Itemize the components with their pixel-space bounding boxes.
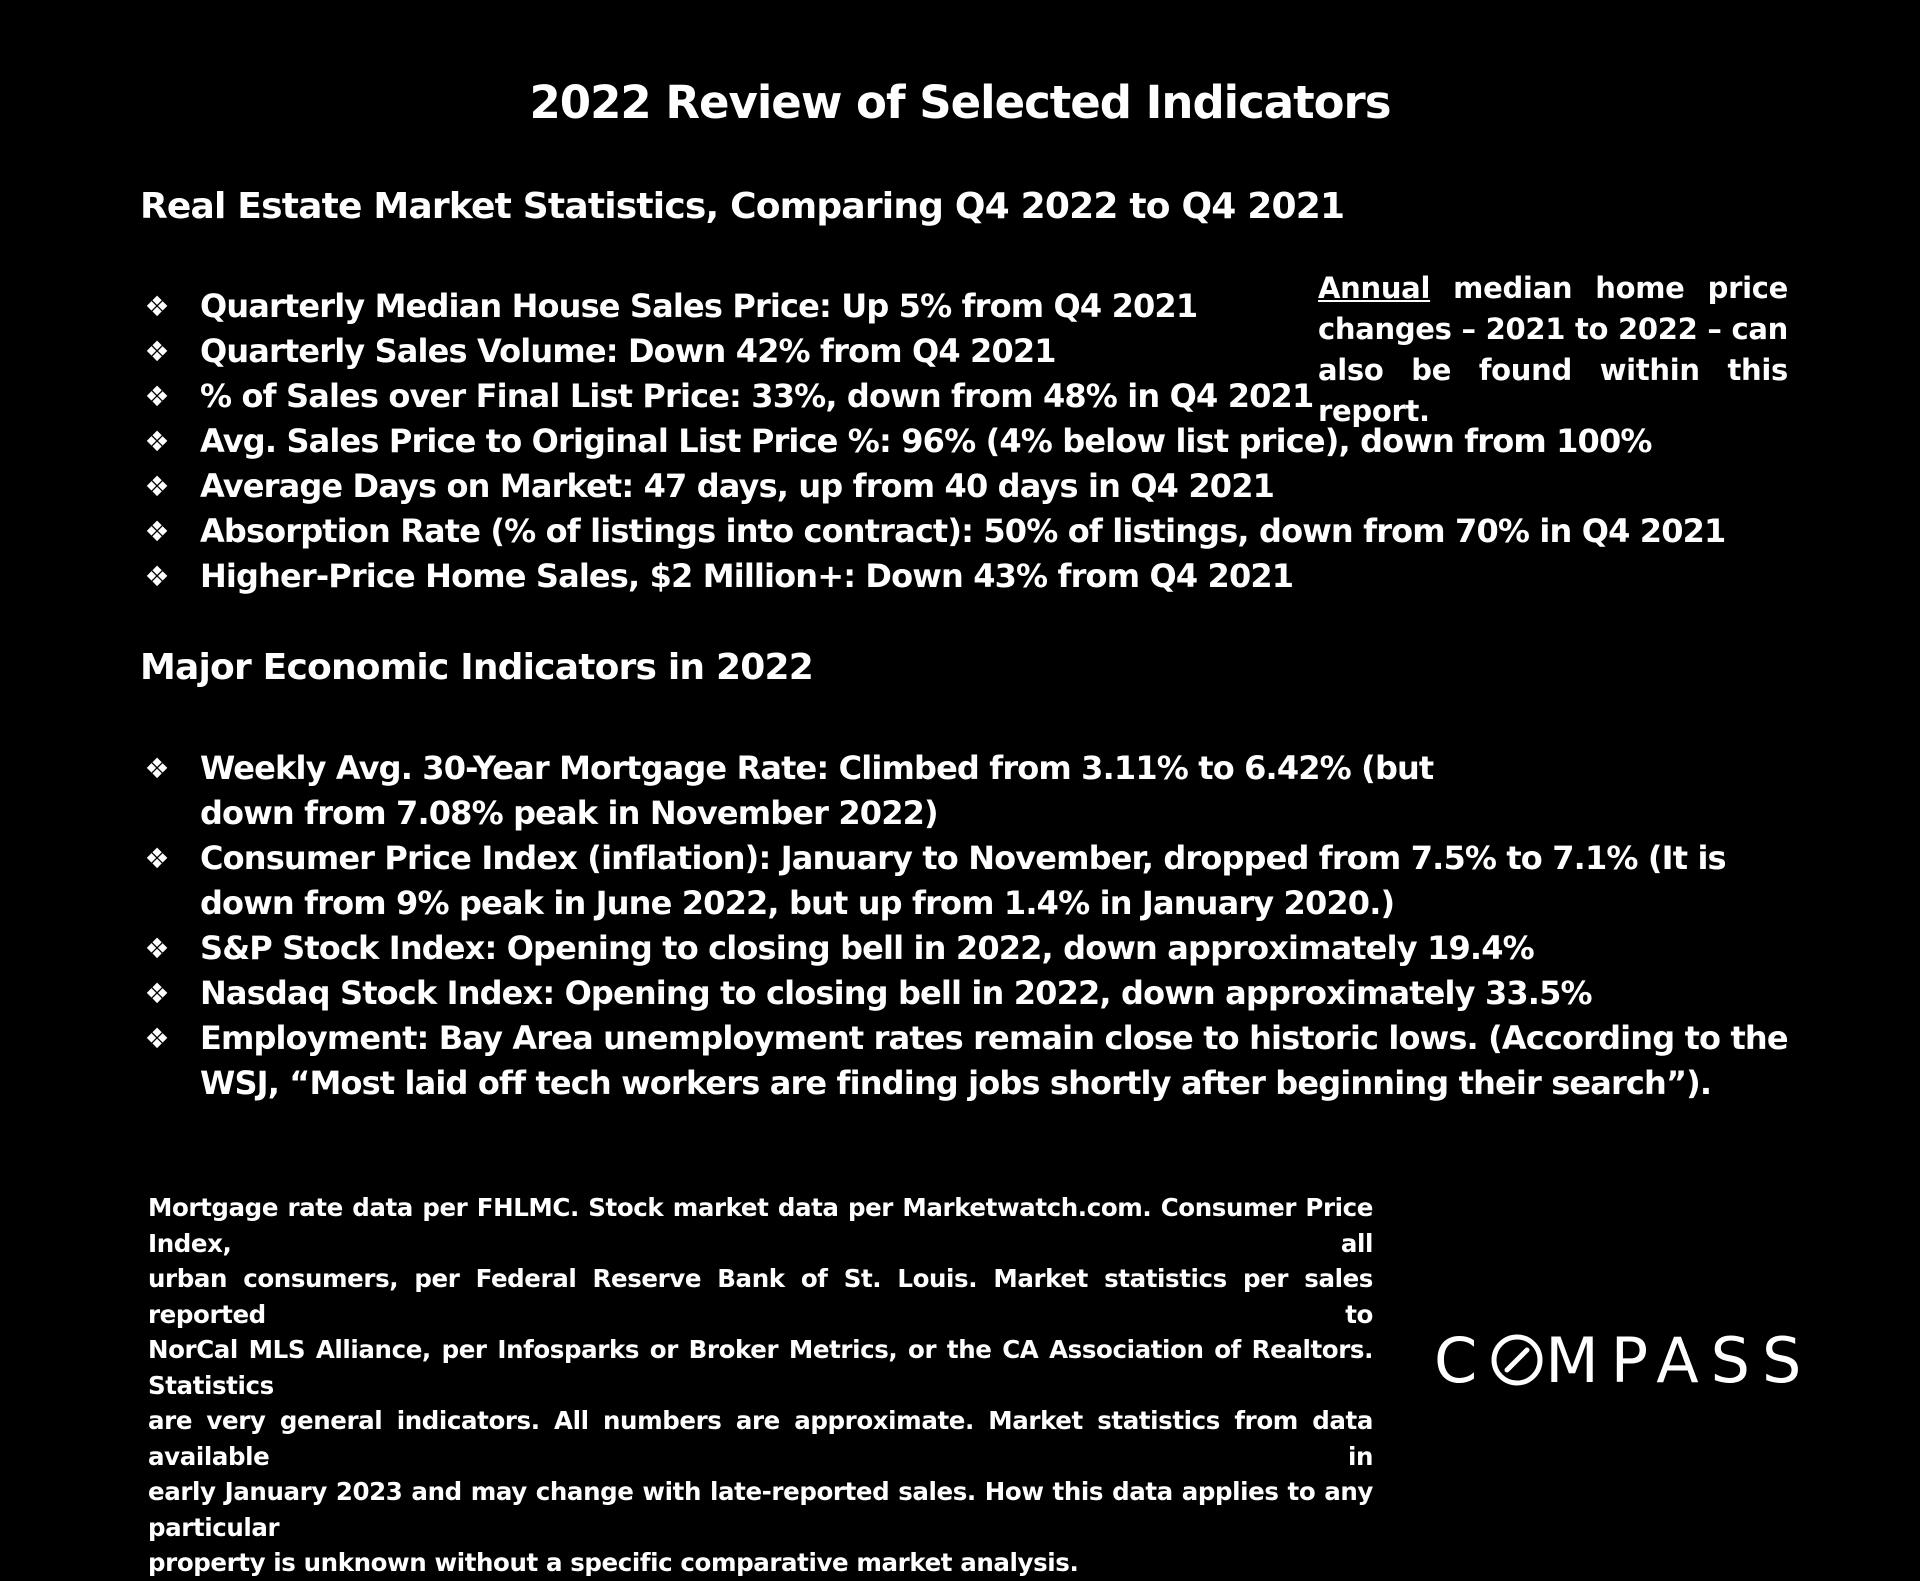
diamond-bullet-icon: ❖ (144, 515, 170, 548)
annual-price-note (1318, 268, 1788, 432)
diamond-bullet-icon: ❖ (144, 380, 170, 413)
list-item-text: WSJ, “Most laid off tech workers are finding jobs shortly after beginning their search”). (200, 1064, 1712, 1102)
compass-o-logo-icon (1489, 1332, 1545, 1388)
list-item-text: down from 7.08% peak in November 2022) (200, 794, 938, 832)
list-item (140, 509, 1725, 554)
list-item (140, 926, 1788, 971)
footnote-line: property is unknown without a specific comparative market analysis. (148, 1548, 1079, 1577)
diamond-bullet-icon: ❖ (144, 842, 170, 875)
diamond-bullet-icon: ❖ (144, 425, 170, 458)
list-item (140, 836, 1788, 926)
real-estate-heading: Real Estate Market Statistics, Comparing Q4 2022 to Q4 2021 (140, 186, 1345, 227)
economic-heading: Major Economic Indicators in 2022 (140, 647, 813, 688)
footnote-line: early January 2023 and may change with late-reported sales. How this data applies to any particular (148, 1477, 1373, 1542)
page-title: 2022 Review of Selected Indicators (529, 76, 1391, 129)
logo-text-end: MPASS (1545, 1324, 1814, 1397)
list-item-text: Consumer Price Index (inflation): January to November, dropped from 7.5% to 7.1% (It is (200, 839, 1726, 877)
diamond-bullet-icon: ❖ (144, 290, 170, 323)
diamond-bullet-icon: ❖ (144, 1022, 170, 1055)
economic-list (140, 746, 1788, 1106)
list-item-text: S&P Stock Index: Opening to closing bell in 2022, down approximately 19.4% (200, 929, 1534, 967)
diamond-bullet-icon: ❖ (144, 977, 170, 1010)
note-line: also be found within this report. (1318, 353, 1788, 428)
note-underlined-word: Annual (1318, 271, 1431, 305)
list-item-text: down from 9% peak in June 2022, but up from 1.4% in January 2020.) (200, 884, 1395, 922)
logo-text-start: C (1434, 1324, 1490, 1397)
list-item-text: Absorption Rate (% of listings into contract): 50% of listings, down from 70% in Q4 2021 (200, 512, 1726, 550)
list-item-text: Nasdaq Stock Index: Opening to closing bell in 2022, down approximately 33.5% (200, 974, 1592, 1012)
footnote-line: urban consumers, per Federal Reserve Bank of St. Louis. Market statistics per sales reported to (148, 1264, 1373, 1329)
list-item-text: Quarterly Sales Volume: Down 42% from Q4 2021 (200, 332, 1056, 370)
footnote-line: NorCal MLS Alliance, per Infosparks or Broker Metrics, or the CA Association of Realtors. Statistics (148, 1335, 1373, 1400)
list-item (140, 464, 1725, 509)
footnote-line: Mortgage rate data per FHLMC. Stock market data per Marketwatch.com. Consumer Price Index, all (148, 1193, 1373, 1258)
list-item-text: Employment: Bay Area unemployment rates remain close to historic lows. (According to the (200, 1019, 1788, 1057)
list-item-text: Weekly Avg. 30-Year Mortgage Rate: Climbed from 3.11% to 6.42% (but (200, 749, 1434, 787)
compass-logo (1434, 1326, 1813, 1396)
list-item (140, 746, 1788, 836)
diamond-bullet-icon: ❖ (144, 932, 170, 965)
source-footnote (148, 1190, 1373, 1581)
list-item-text: Higher-Price Home Sales, $2 Million+: Down 43% from Q4 2021 (200, 557, 1294, 595)
diamond-bullet-icon: ❖ (144, 470, 170, 503)
note-line: changes – 2021 to 2022 – can (1318, 312, 1788, 346)
list-item-text: Avg. Sales Price to Original List Price %: 96% (4% below list price), down from 100% (200, 422, 1652, 460)
list-item-text: Average Days on Market: 47 days, up from 40 days in Q4 2021 (200, 467, 1275, 505)
note-line-text: median home price (1430, 271, 1788, 305)
list-item (140, 971, 1788, 1016)
list-item (140, 1016, 1788, 1106)
note-line (1318, 268, 1788, 309)
diamond-bullet-icon: ❖ (144, 335, 170, 368)
list-item-text: Quarterly Median House Sales Price: Up 5% from Q4 2021 (200, 287, 1198, 325)
list-item-text: % of Sales over Final List Price: 33%, down from 48% in Q4 2021 (200, 377, 1314, 415)
footnote-line: are very general indicators. All numbers are approximate. Market statistics from data available in (148, 1406, 1373, 1471)
diamond-bullet-icon: ❖ (144, 752, 170, 785)
diamond-bullet-icon: ❖ (144, 560, 170, 593)
list-item (140, 554, 1725, 599)
